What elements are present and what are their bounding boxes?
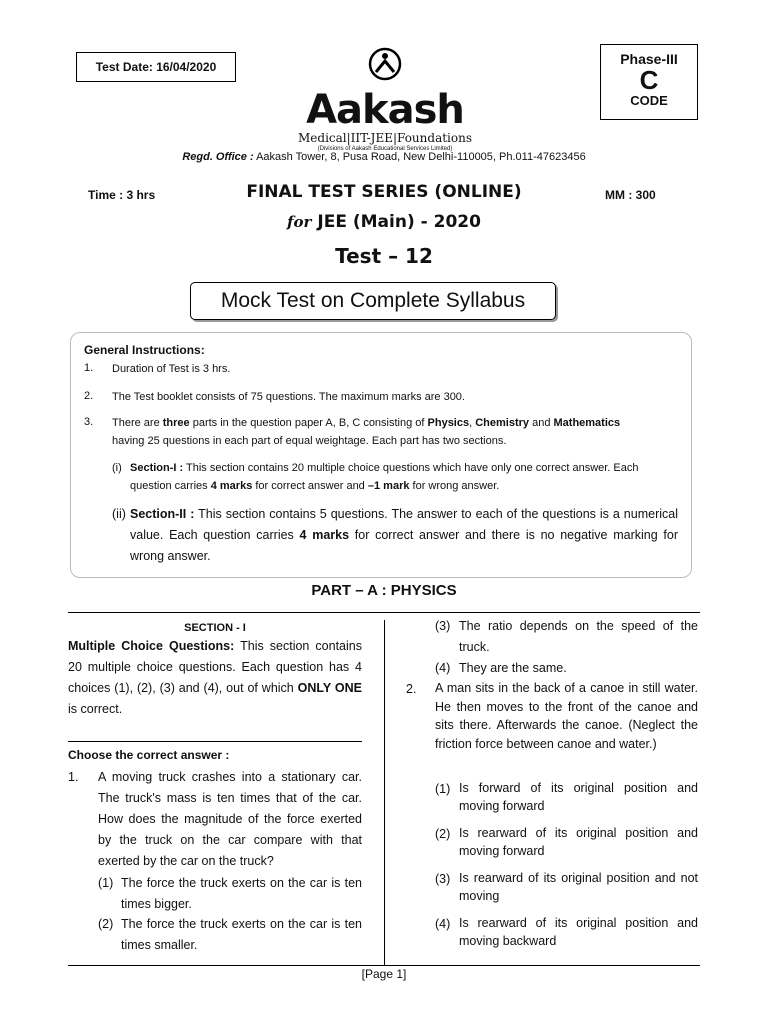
section-heading: SECTION - I [184,622,246,634]
instruction-2: The Test booklet consists of 75 questions. The maximum marks are 300. [112,391,465,403]
option-text: Is rearward of its original position and not moving [459,871,698,903]
regd-label: Regd. Office : [182,151,254,163]
text-bold: 4 marks [210,480,253,492]
instruction-number: 2. [84,390,94,402]
section-1-instruction [130,459,682,495]
choose-heading: Choose the correct answer : [68,748,230,762]
instruction-number: 1. [84,362,94,374]
section-number: (i) [112,462,122,474]
instruction-number: 3. [84,416,94,428]
text-bold: –1 mark [367,480,410,492]
option-number: (3) [435,619,451,633]
question-2: A man sits in the back of a canoe in still water. He then moves to the front of the canoe and sits there. Afterwards the canoe. (Neglect the friction force between canoe and water.) [435,681,698,751]
instruction-1: Duration of Test is 3 hrs. [112,363,231,375]
brand-name: Aakash [306,87,464,133]
brand-subtitle: Medical|IIT-JEE|Foundations [298,131,472,145]
text: for wrong answer. [409,480,500,492]
brand-tagline: (Divisions of Aakash Educational Services Limited) [317,146,453,152]
mcq-label: Multiple Choice Questions: [68,639,235,653]
text: for correct answer and there is no negative marking for wrong answer. [130,528,678,563]
option-text: Is rearward of its original position and moving forward [459,826,698,858]
subject-physics: Physics [427,417,470,429]
option-number: (1) [435,782,451,796]
instructions-title: General Instructions: [84,343,205,357]
page-number: [Page 1] [361,967,407,981]
aakash-emblem-icon [367,46,403,82]
question-number: 1. [68,770,79,784]
phase-label: Phase-III [620,51,678,67]
regd-address: Aakash Tower, 8, Pusa Road, New Delhi-110005, Ph.011-47623456 [253,151,586,163]
option-text: The force the truck exerts on the car is ten times smaller. [121,917,362,952]
option-number: (4) [435,917,451,931]
brand-logo [290,46,480,153]
instruction-3 [112,414,682,450]
series-title: FINAL TEST SERIES (ONLINE) [246,182,522,202]
text-bold: 4 marks [299,528,350,542]
exam-name: JEE (Main) - 2020 [317,212,481,232]
text: and [529,417,554,429]
section-2-label: Section-II : [130,507,195,521]
text: This section contains 5 questions. The answer to each of the questions is a numerical value. Each question carries [130,507,678,542]
test-number: Test – 12 [335,244,433,268]
text: for correct answer and [252,480,368,492]
text: having 25 questions in each part of equal weightage. Each part has two sections. [112,435,507,447]
option-text: The force the truck exerts on the car is ten times bigger. [121,876,362,911]
option-text: Is rearward of its original position and moving backward [459,916,698,948]
text: There are [112,417,163,429]
exam-title [0,212,768,232]
part-title: PART – A : PHYSICS [311,582,457,599]
section-1-label: Section-I : [130,462,184,474]
text: , [469,417,476,429]
code-box [600,44,698,120]
regd-office [0,151,768,163]
option-number: (4) [435,661,451,675]
subject-mathematics: Mathematics [553,417,621,429]
option-number: (2) [435,827,451,841]
for-label: for [287,213,312,231]
section-2-instruction [130,504,678,567]
divider [68,965,700,966]
time-label: Time : 3 hrs [88,188,156,202]
mcq-description [68,636,362,720]
subject-chemistry: Chemistry [475,417,530,429]
test-date: Test Date: 16/04/2020 [76,52,236,82]
column-divider [384,620,385,965]
text: parts in the question paper A, B, C consisting of [189,417,428,429]
option-number: (3) [435,872,451,886]
mock-title: Mock Test on Complete Syllabus [190,282,556,320]
code-label: CODE [630,93,668,108]
option-text: The ratio depends on the speed of the truck. [459,619,698,654]
question-number: 2. [406,682,417,696]
text: question carries [130,480,211,492]
text-bold: ONLY ONE [297,681,362,695]
code-letter: C [639,65,659,95]
option-number: (1) [98,876,114,890]
section-number: (ii) [112,507,126,521]
text: This section contains 20 multiple choice questions which have only one correct answer. Each [183,462,639,474]
text: is correct. [68,702,123,716]
option-text: They are the same. [459,661,567,675]
option-number: (2) [98,917,114,931]
max-marks: MM : 300 [605,188,656,202]
option-text: Is forward of its original position and moving forward [459,781,698,813]
question-1: A moving truck crashes into a stationary car. The truck's mass is ten times that of the car. How does the magnitude of the force exerted by the truck on the car compare with that exerted by the car on the truck? [98,770,362,868]
divider [68,741,362,742]
text: This section contains 20 multiple choice questions. Each question has 4 choices (1), (2), (3) and (4), out of which [68,639,362,695]
divider [68,612,700,613]
text-bold: three [162,417,190,429]
